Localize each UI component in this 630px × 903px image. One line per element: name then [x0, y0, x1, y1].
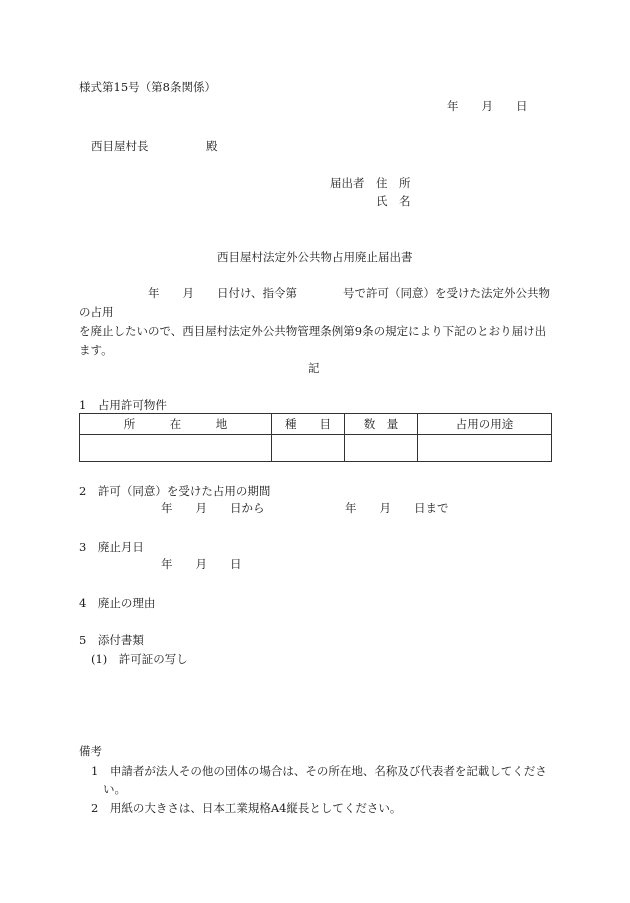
cell-quantity[interactable]	[345, 435, 418, 462]
table-row	[80, 435, 552, 462]
document-title: 西目屋村法定外公共物占用廃止届出書	[217, 250, 413, 264]
intro-paragraph	[79, 284, 553, 360]
cell-purpose[interactable]	[418, 435, 552, 462]
addressee: 西目屋村長 殿	[91, 139, 218, 153]
section-3-heading: 3 廃止月日	[79, 540, 144, 554]
note-2: 2 用紙の大きさは、日本工業規格A4縦長としてください。	[91, 801, 402, 815]
section-3-date: 年 月 日	[161, 557, 242, 571]
note-1-line-2: い。	[103, 782, 126, 796]
section-5-item-1: (1) 許可証の写し	[91, 652, 188, 666]
intro-line-1: 年 月 日付け、指令第 号で許可（同意）を受けた法定外公共物の占用	[79, 286, 551, 319]
note-1-line-1: 1 申請者が法人その他の団体の場合は、その所在地、名称及び代表者を記載してくださ	[91, 764, 547, 778]
table-header-row	[80, 414, 552, 435]
section-2-period: 年 月 日から 年 月 日まで	[161, 501, 449, 515]
header-purpose: 占用の用途	[418, 414, 552, 435]
header-type: 種 目	[272, 414, 345, 435]
applicant-label: 届出者	[330, 176, 365, 190]
intro-line-2: を廃止したいので、西目屋村法定外公共物管理条例第9条の規定により下記のとおり届け出	[79, 324, 547, 338]
applicant-address-label: 住 所	[376, 176, 411, 190]
section-1-heading: 1 占用許可物件	[79, 398, 167, 412]
ki-heading: 記	[308, 361, 320, 375]
cell-location[interactable]	[80, 435, 272, 462]
intro-line-3: ます。	[79, 343, 113, 357]
form-number: 様式第15号（第8条関係）	[79, 80, 216, 94]
header-quantity: 数 量	[345, 414, 418, 435]
section-2-heading: 2 許可（同意）を受けた占用の期間	[79, 484, 271, 498]
section-4-heading: 4 廃止の理由	[79, 596, 156, 610]
header-location: 所 在 地	[80, 414, 272, 435]
permit-object-table	[79, 413, 552, 462]
date-line: 年 月 日	[447, 99, 528, 113]
applicant-name-label: 氏 名	[376, 194, 411, 208]
cell-type[interactable]	[272, 435, 345, 462]
notes-heading: 備考	[79, 744, 102, 758]
section-5-heading: 5 添付書類	[79, 633, 144, 647]
